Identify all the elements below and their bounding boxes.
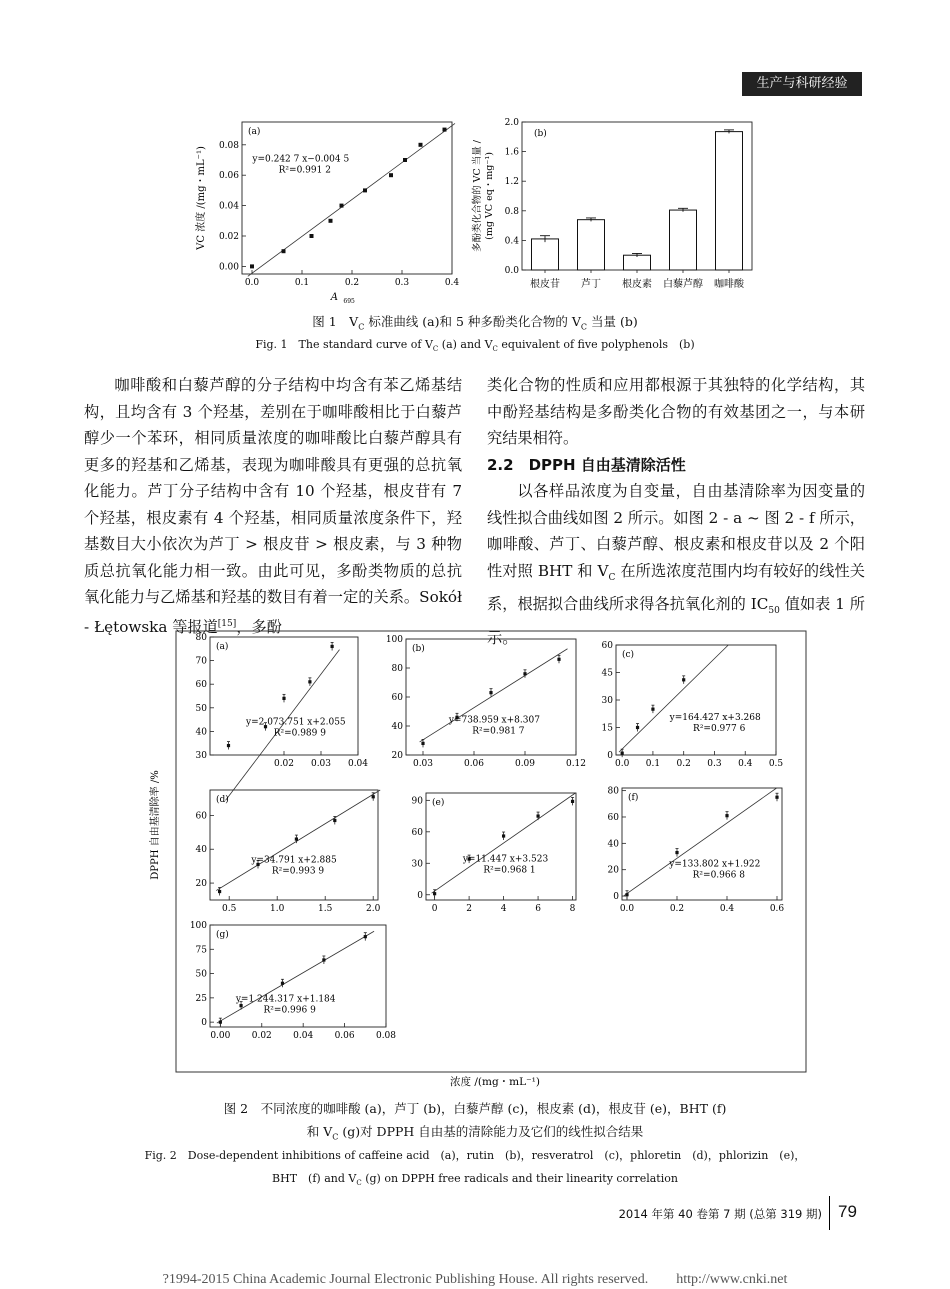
fig1a-xtick-label: 0.2 xyxy=(344,278,360,288)
fig1a-ytick-label: 0.08 xyxy=(218,140,239,151)
fig2a-xtick-label: 0.03 xyxy=(310,759,332,769)
fig2e-data-point xyxy=(502,834,505,837)
page-number: 79 xyxy=(838,1202,857,1221)
fig2b-xtick-label: 0.09 xyxy=(514,759,536,769)
fig2d-chart xyxy=(196,790,381,914)
fig2f-data-point xyxy=(675,851,678,854)
fig2c-data-point xyxy=(621,752,624,755)
fig2b-xtick-label: 0.12 xyxy=(565,759,587,769)
fig2d-r-squared: R²=0.993 9 xyxy=(271,866,325,877)
fig1a-xtick-label: 0.1 xyxy=(294,278,310,288)
fig1a-ytick-label: 0.02 xyxy=(218,232,239,242)
fig2d-xtick-label: 0.5 xyxy=(222,904,237,914)
fig2c-data-point xyxy=(651,708,654,711)
fig2a-equation: y=2 073.751 x+2.055 xyxy=(245,717,346,728)
fig2f-data-point xyxy=(775,796,778,799)
fig1a-data-point xyxy=(310,234,314,238)
fig1a-ytick-label: 0.06 xyxy=(218,171,239,182)
section-heading: 2.2 DPPH 自由基清除活性 xyxy=(487,455,686,474)
fig2g-chart xyxy=(190,921,396,1041)
figure-1-charts xyxy=(180,112,780,306)
fig2e-ytick-label: 60 xyxy=(411,827,423,838)
fig2f-ytick-label: 80 xyxy=(607,786,619,797)
fig2g-data-point xyxy=(219,1021,222,1024)
fig1b-ytick-label: 0.4 xyxy=(504,236,519,247)
fig1a-panel-label: (a) xyxy=(248,127,261,137)
fig2b-r-squared: R²=0.981 7 xyxy=(472,726,525,737)
fig2g-xtick-label: 0.08 xyxy=(375,1031,397,1041)
fig2b-data-point xyxy=(523,672,526,675)
fig1a-equation: y=0.242 7 x−0.004 5 xyxy=(252,154,350,165)
fig2d-data-point xyxy=(333,819,336,822)
fig2f-data-point xyxy=(725,814,728,817)
fig1b-category-label: 芦丁 xyxy=(581,279,601,290)
fig1b-category-label: 咖啡酸 xyxy=(714,279,744,290)
fig2c-ytick-label: 30 xyxy=(601,696,613,706)
fig2c-xtick-label: 0.0 xyxy=(614,759,630,769)
fig2f-xtick-label: 0.4 xyxy=(719,904,735,914)
fig2c-equation: y=164.427 x+3.268 xyxy=(669,712,761,723)
fig1b-ylabel-line1: 多酚类化合物的 VC 当量 / xyxy=(472,140,483,252)
fig2b-xtick-label: 0.03 xyxy=(412,759,434,769)
fig1a-data-point xyxy=(443,128,447,132)
fig2f-plot-frame xyxy=(622,788,782,900)
fig2g-xtick-label: 0.00 xyxy=(210,1031,231,1041)
fig1b-ytick-label: 2.0 xyxy=(504,118,519,128)
fig2f-ytick-label: 20 xyxy=(607,865,619,876)
fig2a-data-point xyxy=(282,697,285,700)
fig1b-panel-label: (b) xyxy=(534,129,547,139)
fig2-caption-cn-2: 和 $V_C$ (g)对 DPPH 自由基的清除能力及它们的线性拟合结果 xyxy=(306,1124,644,1142)
fig1b-bar xyxy=(532,239,559,270)
fig2-caption-en-1: Fig. 2 Dose-dependent inhibitions of caffeine acid (a)，rutin (b)，resveratrol (c)，phloretin (d)，phlorizin (e)， xyxy=(144,1149,806,1162)
fig2g-ytick-label: 0 xyxy=(201,1018,207,1029)
fig2f-xtick-label: 0.6 xyxy=(769,904,785,914)
fig1b-category-label: 根皮苷 xyxy=(530,279,560,290)
fig2g-equation: y=1 244.317 x+1.184 xyxy=(235,994,336,1005)
fig1a-data-point xyxy=(282,249,286,253)
fig2c-ytick-label: 60 xyxy=(601,641,613,651)
fig2c-xtick-label: 0.4 xyxy=(738,759,753,769)
fig2c-ytick-label: 45 xyxy=(601,668,613,679)
fig1b-ytick-label: 0.8 xyxy=(504,206,519,217)
fig1a-data-point xyxy=(403,158,407,162)
fig2d-xtick-label: 2.0 xyxy=(366,904,381,914)
fig1a-xtick-label: 0.3 xyxy=(394,278,410,288)
fig2f-xtick-label: 0.0 xyxy=(619,904,635,914)
fig2g-data-point xyxy=(322,958,325,961)
fig2a-xtick-label: 0.02 xyxy=(273,759,295,769)
fig2d-data-point xyxy=(218,890,221,893)
fig2a-ytick-label: 50 xyxy=(195,703,207,714)
fig2f-data-point xyxy=(625,893,628,896)
fig2a-ytick-label: 70 xyxy=(195,656,207,667)
fig1a-data-point xyxy=(389,173,393,177)
copyright-notice: ?1994-2015 China Academic Journal Electronic Publishing House. All rights reserved. http://www.cnki.net xyxy=(162,1272,788,1287)
fig2f-panel-label: (f) xyxy=(628,793,639,803)
body-right-paragraph-2: 以各样品浓度为自变量，自由基清除率为因变量的线性拟合曲线如图 2 所示。如图 2 - a ~ 图 2 - f 所示，咖啡酸、芦丁、白藜芦醇、根皮素和根皮苷以及 2 个阳性对照 BHT 和 $V_C$ 在所选浓度范围内均有较好的线性关系，根据拟合曲线所求得各抗氧化剂的 $IC_{50}$ 值如表 1 所示。 xyxy=(487,482,865,647)
fig2g-panel-label: (g) xyxy=(216,930,229,940)
fig2b-chart xyxy=(386,635,586,769)
fig2c-data-point xyxy=(636,726,639,729)
fig2-xlabel: 浓度 /(mg・mL⁻¹) xyxy=(450,1076,540,1088)
fig2c-fit-line xyxy=(619,645,728,752)
fig2d-xtick-label: 1.0 xyxy=(270,904,285,914)
fig1b-ylabel-line2: (mg VC eq・mg⁻¹) xyxy=(484,152,495,240)
fig2e-data-point xyxy=(571,800,574,803)
fig1a-fit-line xyxy=(248,123,455,276)
body-right-column xyxy=(487,372,865,651)
fig2f-ytick-label: 0 xyxy=(613,892,619,903)
fig2c-xtick-label: 0.2 xyxy=(676,759,691,769)
fig2c-xtick-label: 0.3 xyxy=(707,759,722,769)
fig2b-panel-label: (b) xyxy=(412,644,425,654)
fig1a-ytick-label: 0.00 xyxy=(218,262,239,273)
fig2f-equation: y=133.802 x+1.922 xyxy=(669,859,761,870)
fig1b-ytick-label: 0.0 xyxy=(504,266,519,276)
fig2a-panel-label: (a) xyxy=(216,642,229,652)
fig1a-ylabel: VC 浓度 /(mg・mL⁻¹) xyxy=(196,146,207,250)
fig2b-ytick-label: 20 xyxy=(391,751,403,761)
fig2f-ytick-label: 40 xyxy=(607,839,619,850)
figure-2-charts xyxy=(140,625,810,1090)
fig2c-ytick-label: 0 xyxy=(607,751,613,761)
footer-divider xyxy=(829,1196,830,1230)
fig2e-xtick-label: 0 xyxy=(431,904,438,914)
fig2d-ytick-label: 20 xyxy=(195,879,207,890)
fig2f-r-squared: R²=0.966 8 xyxy=(692,870,745,881)
fig2g-xtick-label: 0.06 xyxy=(334,1031,355,1041)
fig2f-xtick-label: 0.2 xyxy=(669,904,685,914)
fig2d-panel-label: (d) xyxy=(216,795,229,805)
fig2g-data-point xyxy=(239,1004,242,1007)
fig2e-plot-frame xyxy=(426,793,576,900)
fig1a-data-point xyxy=(419,143,423,147)
fig2c-data-point xyxy=(682,678,685,681)
fig2c-plot-frame xyxy=(616,645,776,755)
fig2e-chart xyxy=(412,793,576,914)
fig2d-xtick-label: 1.5 xyxy=(318,904,333,914)
fig2a-xtick-label: 0.04 xyxy=(347,759,369,769)
fig2a-r-squared: R²=0.989 9 xyxy=(273,728,326,739)
fig2e-xtick-label: 2 xyxy=(466,904,472,914)
fig1-caption-en: Fig. 1 The standard curve of $V_C$ (a) and $V_C$ equivalent of five polyphenols (b) xyxy=(255,338,695,354)
fig2e-data-point xyxy=(433,892,436,895)
fig2d-ytick-label: 40 xyxy=(195,845,207,856)
fig2a-ytick-label: 80 xyxy=(195,633,207,643)
fig2b-ytick-label: 40 xyxy=(391,722,403,732)
fig1b-category-label: 根皮素 xyxy=(622,279,652,290)
fig1a-xlabel: A xyxy=(330,292,339,303)
fig2g-ytick-label: 100 xyxy=(189,921,207,931)
fig2e-xtick-label: 4 xyxy=(500,904,507,914)
fig2d-data-point xyxy=(372,795,375,798)
fig2g-r-squared: R²=0.996 9 xyxy=(263,1005,316,1016)
fig2g-ytick-label: 25 xyxy=(195,993,207,1004)
fig1a-xlabel-sub: 695 xyxy=(343,298,355,305)
fig2b-ytick-label: 80 xyxy=(391,664,403,674)
fig2b-ytick-label: 60 xyxy=(391,693,403,703)
fig2d-ytick-label: 60 xyxy=(195,811,207,822)
fig2a-data-point xyxy=(227,744,230,747)
fig1b-ytick-label: 1.2 xyxy=(504,177,519,188)
fig2e-ytick-label: 0 xyxy=(417,890,423,901)
fig1b-bar xyxy=(716,132,743,270)
fig1a-data-point xyxy=(340,204,344,208)
fig2b-equation: y=738.959 x+8.307 xyxy=(448,715,540,726)
citation-ref[interactable]: [15] xyxy=(217,618,237,629)
fig2a-ytick-label: 40 xyxy=(195,727,207,738)
fig2b-xtick-label: 0.06 xyxy=(463,759,485,769)
fig2a-ytick-label: 60 xyxy=(195,680,207,691)
fig1-caption-cn: 图 1 $V_C$ 标准曲线 (a)和 5 种多酚类化合物的 $V_C$ 当量 (b) xyxy=(312,314,638,332)
fig2a-ytick-label: 30 xyxy=(195,751,207,761)
fig2e-xtick-label: 8 xyxy=(569,904,576,914)
fig1a-data-point xyxy=(329,219,333,223)
fig2e-data-point xyxy=(536,814,539,817)
fig2c-ytick-label: 15 xyxy=(601,723,613,734)
fig2b-data-point xyxy=(489,691,492,694)
fig2c-r-squared: R²=0.977 6 xyxy=(693,723,746,734)
fig1b-category-label: 白藜芦醇 xyxy=(663,279,703,290)
fig2a-data-point xyxy=(308,680,311,683)
fig1b-ytick-label: 1.6 xyxy=(504,147,519,158)
fig2c-chart xyxy=(602,641,784,769)
fig2e-fit-line xyxy=(432,793,576,893)
fig2g-ytick-label: 75 xyxy=(195,945,207,956)
fig1a-ytick-label: 0.04 xyxy=(218,201,239,212)
fig2b-data-point xyxy=(421,742,424,745)
fig2g-data-point xyxy=(281,982,284,985)
section-tag: 生产与科研经验 xyxy=(742,72,862,96)
body-left-paragraph: 咖啡酸和白藜芦醇的分子结构中均含有苯乙烯基结构，且均含有 3 个羟基，差别在于咖啡酸相比于白藜芦醇少一个苯环，相同质量浓度的咖啡酸比白藜芦醇具有更多的羟基和乙烯基，表现为咖啡酸具有更强的总抗氧化能力。芦丁分子结构中含有 10 个羟基，根皮苷有 7 个羟基，根皮素有 4 个羟基，相同质量浓度条件下，羟基数目大小依次为芦丁 > 根皮苷 > 根皮素，与 3 种物质总抗氧化能力相一致。由此可见，多酚类物质的总抗氧化能力与乙烯基和羟基的数目有着一定的关系。Sokół - Łętowska 等报道 xyxy=(84,376,462,636)
fig1a-data-point xyxy=(363,188,367,192)
fig2-caption-cn-1: 图 2 不同浓度的咖啡酸 (a)，芦丁 (b)，白藜芦醇 (c)，根皮素 (d)，根皮苷 (e)，BHT (f) xyxy=(223,1101,727,1116)
fig2e-ytick-label: 30 xyxy=(411,859,423,870)
fig2d-data-point xyxy=(295,837,298,840)
fig2b-ytick-label: 100 xyxy=(385,635,403,645)
fig2e-ytick-label: 90 xyxy=(411,796,423,807)
fig2c-xtick-label: 0.5 xyxy=(768,759,784,769)
body-left-column: 咖啡酸和白藜芦醇的分子结构中均含有苯乙烯基结构，且均含有 3 个羟基，差别在于咖啡酸相比于白藜芦醇少一个苯环，相同质量浓度的咖啡酸比白藜芦醇具有更多的羟基和乙烯基，表现为咖啡酸具有更强的总抗氧化能力。芦丁分子结构中含有 10 个羟基，根皮苷有 7 个羟基，根皮素有 4 个羟基，相同质量浓度条件下，羟基数目大小依次为芦丁 > 根皮苷 > 根皮素，与 3 种物质总抗氧化能力相一致。由此可见，多酚类物质的总抗氧化能力与乙烯基和羟基的数目有着一定的关系。Sokół - Łętowska 等报道[15]，多酚 xyxy=(84,376,462,636)
fig1b-bar xyxy=(624,255,651,270)
fig2-caption-en-2: BHT (f) and $V_C$ (g) on DPPH free radicals and their linearity correlation xyxy=(272,1172,678,1188)
fig1a-chart xyxy=(194,122,459,305)
body-right-paragraph-1: 类化合物的性质和应用都根源于其独特的化学结构，其中酚羟基结构是多酚类化合物的有效基团之一，与本研究结果相符。 xyxy=(487,376,865,447)
fig2f-ytick-label: 60 xyxy=(607,812,619,823)
fig1a-xtick-label: 0.0 xyxy=(244,278,260,288)
fig1b-bar xyxy=(670,210,697,270)
fig1b-chart xyxy=(471,118,752,290)
fig2e-panel-label: (e) xyxy=(432,798,445,808)
fig2g-xtick-label: 0.04 xyxy=(293,1031,314,1041)
fig2g-ytick-label: 50 xyxy=(195,969,207,980)
fig2b-data-point xyxy=(557,658,560,661)
fig2a-chart xyxy=(196,633,369,800)
fig2f-chart xyxy=(608,787,785,914)
fig2d-equation: y=34.791 x+2.885 xyxy=(251,855,337,866)
fig1a-data-point xyxy=(250,264,254,268)
fig2e-r-squared: R²=0.968 1 xyxy=(483,865,536,876)
fig2a-data-point xyxy=(331,645,334,648)
fig1b-bar xyxy=(578,220,605,270)
fig2g-xtick-label: 0.02 xyxy=(251,1031,272,1041)
fig2c-panel-label: (c) xyxy=(622,650,635,660)
fig1a-xtick-label: 0.4 xyxy=(444,278,460,288)
fig1a-r-squared: R²=0.991 2 xyxy=(278,165,331,176)
fig2e-xtick-label: 6 xyxy=(535,904,541,914)
fig2c-xtick-label: 0.1 xyxy=(645,759,661,769)
fig2e-equation: y=11.447 x+3.523 xyxy=(462,854,549,865)
fig2-ylabel: DPPH 自由基清除率 /% xyxy=(150,770,161,880)
journal-issue: 2014 年第 40 卷第 7 期 (总第 319 期) xyxy=(618,1207,822,1221)
fig2g-data-point xyxy=(364,935,367,938)
